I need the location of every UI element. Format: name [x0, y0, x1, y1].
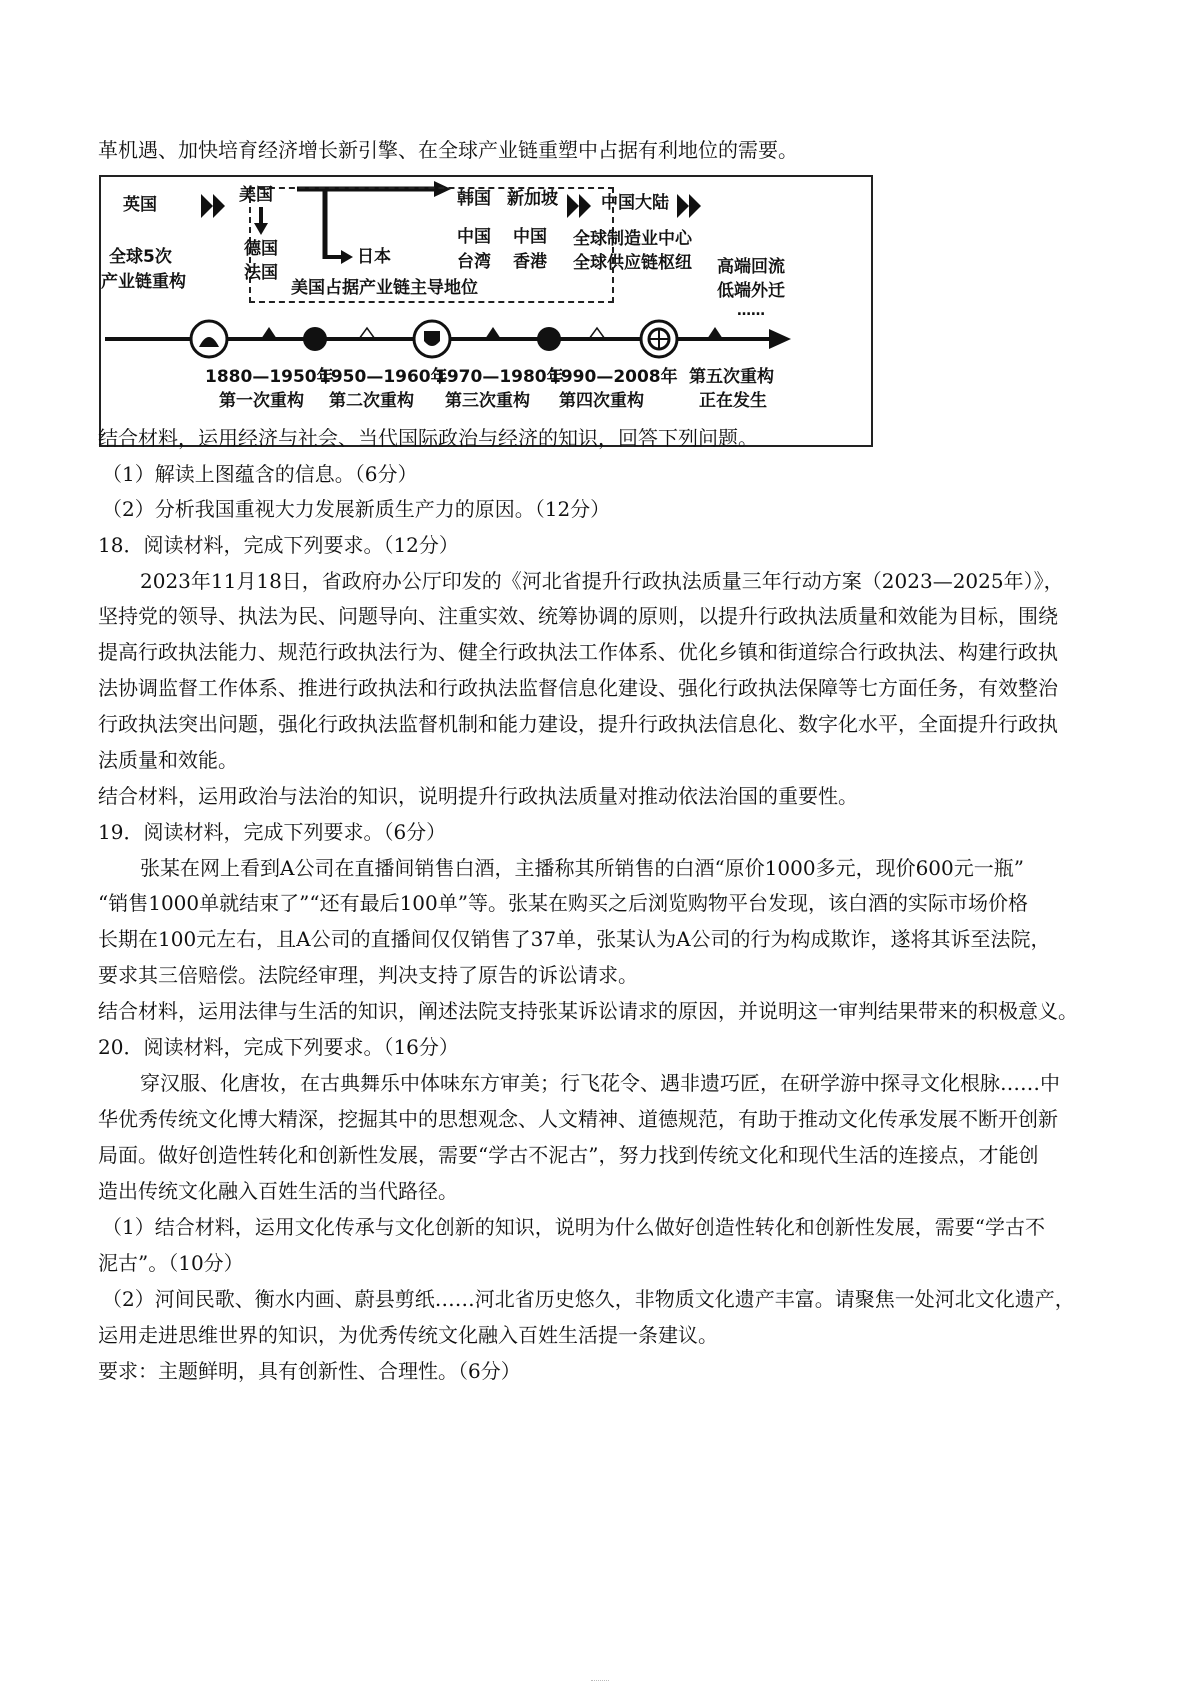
q19-title: 19．阅读材料，完成下列要求。（6分）: [98, 820, 447, 844]
period-label-4: 第四次重构: [559, 391, 644, 411]
q20-title: 20．阅读材料，完成下列要求。（16分）: [98, 1035, 459, 1059]
q18-para-line: 坚持党的领导、执法为民、问题导向、注重实效、统筹协调的原则，以提升行政执法质量和效能为目标，围绕: [98, 604, 1058, 628]
double-arrow-icon: [677, 194, 689, 218]
double-arrow-icon: [201, 194, 213, 218]
triangle-marker-icon: [707, 327, 723, 339]
ellipsis-label: ……: [737, 303, 765, 319]
q19-para-line: 长期在100元左右，且A公司的直播间仅仅销售了37单，张某认为A公司的行为构成欺诈，遂将其诉至法院，: [98, 927, 1051, 951]
second-restructure-icon: [303, 327, 327, 351]
double-arrow-icon: [213, 194, 225, 218]
q18-title: 18．阅读材料，完成下列要求。（12分）: [98, 533, 459, 557]
germany-label: 德国: [244, 239, 278, 259]
singapore-label: 新加坡: [507, 189, 558, 209]
global5-label-1: 全球5次: [109, 247, 172, 267]
hongkong-label-1: 中国: [513, 227, 547, 247]
q18-instruction: 结合材料，运用政治与法治的知识，说明提升行政执法质量对推动依法治国的重要性。: [98, 784, 858, 808]
q20-para-line: 华优秀传统文化博大精深，挖掘其中的思想观念、人文精神、道德规范，有助于推动文化传承发展不断开创新: [98, 1107, 1058, 1131]
period-years-2: 1950—1960年: [319, 367, 448, 387]
industry-chain-figure: [99, 175, 873, 447]
period-label-3: 第三次重构: [445, 391, 530, 411]
usa-label: 美国: [239, 185, 273, 205]
q20-para-line: 穿汉服、化唐妆，在古典舞乐中体味东方审美；行飞花令、遇非遗巧匠，在研学游中探寻文化根脉……中: [140, 1071, 1060, 1095]
q20-para-line: 造出传统文化融入百姓生活的当代路径。: [98, 1179, 458, 1203]
q20-part2-line2: 运用走进思维世界的知识，为优秀传统文化融入百姓生活提一条建议。: [98, 1323, 718, 1347]
period-years-5: 第五次重构: [689, 367, 774, 387]
q17-part1: （1）解读上图蕴含的信息。（6分）: [102, 462, 418, 486]
double-arrow-icon: [689, 194, 701, 218]
period-label-2: 第二次重构: [329, 391, 414, 411]
japan-label: 日本: [357, 247, 391, 267]
q18-para-line: 法协调监督工作体系、推进行政执法和行政执法监督信息化建设、强化行政执法保障等七方面任务，有效整治: [98, 676, 1058, 700]
mfg-center-label: 全球制造业中心: [573, 229, 692, 249]
q19-para-line: 要求其三倍赔偿。法院经审理，判决支持了原告的诉讼请求。: [98, 963, 638, 987]
usa-lead-label: 美国占据产业链主导地位: [291, 278, 478, 298]
page-footer-mark: [591, 1680, 609, 1684]
q18-para-line: 法质量和效能。: [98, 748, 238, 772]
france-label: 法国: [244, 263, 278, 283]
q20-part2-line1: （2）河间民歌、衡水内画、蔚县剪纸……河北省历史悠久，非物质文化遗产丰富。请聚焦一处河北文化遗产，: [102, 1287, 1075, 1311]
q17-instruction: 结合材料，运用经济与社会、当代国际政治与经济的知识，回答下列问题。: [98, 426, 758, 450]
korea-label: 韩国: [457, 189, 491, 209]
period-years-1: 1880—1950年: [205, 367, 334, 387]
hongkong-label-2: 香港: [513, 252, 547, 272]
taiwan-label-2: 台湾: [457, 252, 491, 272]
mainland-label: 中国大陆: [601, 193, 669, 213]
period-years-3: 1970—1980年: [435, 367, 564, 387]
q19-para-line: 张某在网上看到A公司在直播间销售白酒，主播称其所销售的白酒“原价1000多元，现价600元一瓶”: [140, 856, 1024, 880]
period-label-5: 正在发生: [699, 391, 767, 411]
q19-para-line: “销售1000单就结束了”“还有最后100单”等。张某在购买之后浏览购物平台发现，该白酒的实际市场价格: [98, 891, 1028, 915]
continued-text-line: 革机遇、加快培育经济增长新引擎、在全球产业链重塑中占据有利地位的需要。: [98, 138, 798, 162]
low-out-label: 低端外迁: [717, 281, 785, 301]
fourth-restructure-icon: [537, 327, 561, 351]
taiwan-label-1: 中国: [457, 227, 491, 247]
period-years-4: 1990—2008年: [549, 367, 678, 387]
q19-instruction: 结合材料，运用法律与生活的知识，阐述法院支持张某诉讼请求的原因，并说明这一审判结果带来的积极意义。: [98, 999, 1078, 1023]
q20-part1-line2: 泥古”。（10分）: [98, 1251, 244, 1275]
q17-part2: （2）分析我国重视大力发展新质生产力的原因。（12分）: [102, 497, 611, 521]
q18-para-line: 提高行政执法能力、规范行政执法行为、健全行政执法工作体系、优化乡镇和街道综合行政执法、构建行政执: [98, 640, 1058, 664]
q20-requirement: 要求：主题鲜明，具有创新性、合理性。（6分）: [98, 1359, 521, 1383]
triangle-marker-icon: [485, 327, 501, 339]
timeline-arrow-icon: [769, 329, 791, 349]
q18-para-line: 行政执法突出问题，强化行政执法监督机制和能力建设，提升行政执法信息化、数字化水平，全面提升行政执: [98, 712, 1058, 736]
high-return-label: 高端回流: [717, 257, 785, 277]
q20-part1-line1: （1）结合材料，运用文化传承与文化创新的知识，说明为什么做好创造性转化和创新性发展，需要“学古不: [102, 1215, 1045, 1239]
period-label-1: 第一次重构: [219, 391, 304, 411]
uk-label: 英国: [123, 195, 157, 215]
supply-hub-label: 全球供应链枢纽: [573, 253, 692, 273]
q18-para-line: 2023年11月18日，省政府办公厅印发的《河北省提升行政执法质量三年行动方案（2023—2025年）》，: [140, 569, 1064, 593]
q20-para-line: 局面。做好创造性转化和创新性发展，需要“学古不泥古”，努力找到传统文化和现代生活的连接点，才能创: [98, 1143, 1039, 1167]
global5-label-2: 产业链重构: [101, 272, 186, 292]
triangle-marker-icon: [261, 327, 277, 339]
